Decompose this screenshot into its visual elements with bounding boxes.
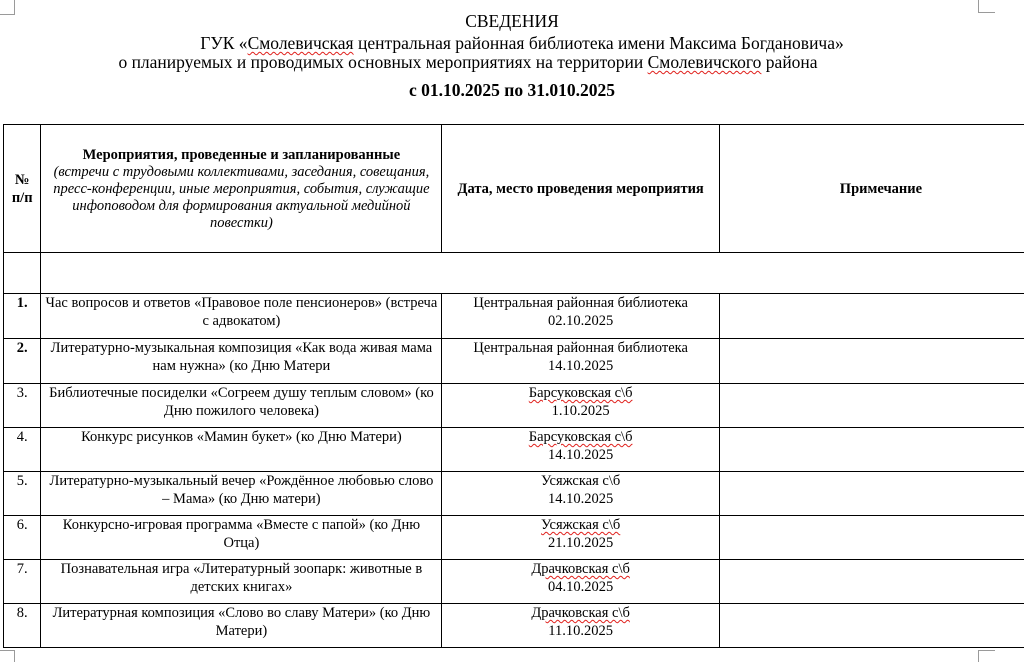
table-header-row [4, 125, 1024, 253]
row-place-date [442, 516, 719, 560]
row-place: Драчковская с\б [531, 561, 629, 577]
blank-cell [4, 253, 41, 294]
org-rest: центральная районная библиотека имени Максима Богдановича» [354, 33, 844, 53]
row-number: 5. [4, 472, 41, 516]
row-number: 3. [4, 384, 41, 428]
header-events-description: (встречи с трудовыми коллективами, заседания, совещания, пресс-конференции, иные мероприятия, события, служащие инфоповодом для формирования актуальной медийной повестки) [45, 164, 437, 232]
table-row [4, 428, 1024, 472]
row-note [719, 339, 1024, 384]
row-place: Барсуковская с\б [529, 385, 633, 401]
row-place: Барсуковская с\б [529, 429, 633, 445]
row-event: Конкурс рисунков «Мамин букет» (ко Дню Матери) [41, 428, 442, 472]
row-number: 8. [4, 604, 41, 648]
row-note [719, 428, 1024, 472]
row-date: 14.10.2025 [548, 358, 613, 374]
row-note [719, 560, 1024, 604]
table-row [4, 472, 1024, 516]
table-row [4, 560, 1024, 604]
row-place-date [442, 428, 719, 472]
row-place-date [442, 472, 719, 516]
row-date: 21.10.2025 [548, 535, 613, 551]
row-place: Усяжская с\б [541, 473, 620, 489]
subtitle-line [0, 52, 980, 72]
row-place: Центральная районная библиотека [473, 295, 688, 311]
row-number: 2. [4, 339, 41, 384]
blank-cell-merged [41, 253, 1024, 294]
header-events-title: Мероприятия, проведенные и запланированные [83, 147, 401, 163]
row-event: Познавательная игра «Литературный зоопарк: животные в детских книгах» [41, 560, 442, 604]
row-place-date [442, 294, 719, 339]
subtitle-prefix: о планируемых и проводимых основных мероприятиях на территории [118, 52, 647, 72]
row-note [719, 472, 1024, 516]
row-note [719, 516, 1024, 560]
row-event: Литературно-музыкальная композиция «Как вода живая мама нам нужна» (ко Дню Матери [41, 339, 442, 384]
row-date: 04.10.2025 [548, 579, 613, 595]
header-date-place: Дата, место проведения мероприятия [442, 125, 719, 253]
crop-mark-bottom-right [978, 650, 995, 662]
table-row [4, 339, 1024, 384]
row-place-date [442, 560, 719, 604]
row-event: Час вопросов и ответов «Правовое поле пенсионеров» (встреча с адвокатом) [41, 294, 442, 339]
document-title: СВЕДЕНИЯ [0, 11, 1024, 31]
row-place: Драчковская с\б [531, 605, 629, 621]
row-note [719, 604, 1024, 648]
header-number: № п/п [4, 125, 41, 253]
row-place-date [442, 384, 719, 428]
row-number: 1. [4, 294, 41, 339]
events-table [3, 124, 1024, 648]
row-date: 1.10.2025 [552, 403, 610, 419]
row-number: 4. [4, 428, 41, 472]
organization-line [10, 33, 1024, 53]
header-note: Примечание [719, 125, 1024, 253]
org-name-flagged: Смолевичская [248, 33, 354, 53]
row-place: Усяжская с\б [541, 517, 620, 533]
row-date: 14.10.2025 [548, 491, 613, 507]
crop-mark-bottom-left [0, 650, 15, 662]
table-row [4, 384, 1024, 428]
subtitle-district-flagged: Смолевичского [648, 52, 762, 72]
row-event: Библиотечные посиделки «Согреем душу теплым словом» (ко Дню пожилого человека) [41, 384, 442, 428]
org-prefix: ГУК « [200, 33, 247, 53]
row-place: Центральная районная библиотека [473, 340, 688, 356]
row-note [719, 294, 1024, 339]
row-number: 7. [4, 560, 41, 604]
row-date: 14.10.2025 [548, 447, 613, 463]
row-place-date [442, 604, 719, 648]
header-events [41, 125, 442, 253]
row-event: Литературно-музыкальный вечер «Рождённое любовью слово – Мама» (ко Дню матери) [41, 472, 442, 516]
table-row [4, 516, 1024, 560]
row-place-date [442, 339, 719, 384]
row-event: Литературная композиция «Слово во славу Матери» (ко Дню Матери) [41, 604, 442, 648]
period-line: с 01.10.2025 по 31.010.2025 [0, 80, 1024, 100]
table-row [4, 604, 1024, 648]
row-date: 11.10.2025 [548, 623, 613, 639]
row-number: 6. [4, 516, 41, 560]
table-row [4, 294, 1024, 339]
row-event: Конкурсно-игровая программа «Вместе с папой» (ко Дню Отца) [41, 516, 442, 560]
table-blank-row [4, 253, 1024, 294]
subtitle-suffix: района [761, 52, 817, 72]
row-note [719, 384, 1024, 428]
row-date: 02.10.2025 [548, 313, 613, 329]
